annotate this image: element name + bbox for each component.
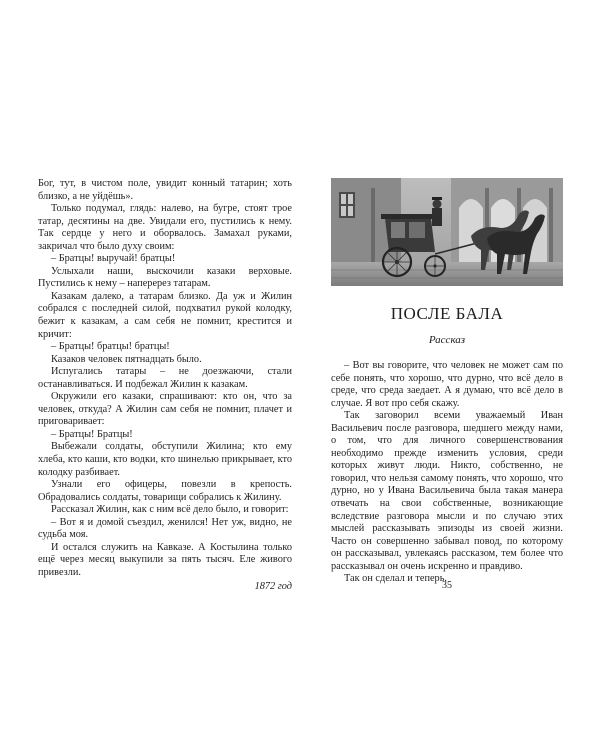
paragraph: Бог, тут, в чистом поле, увидит конный татарин; хоть близко, а не уйдёшь».: [38, 178, 292, 202]
paragraph: Казаков человек пятнадцать было.: [51, 353, 202, 365]
paragraph: Узнали его офицеры, повезли в крепость. Обрадовались солдаты, товарищи собрались к Жилину.: [38, 479, 292, 503]
paragraph: – Вот вы говорите, что человек не может сам по себе понять, что хорошо, что дурно, что всё дело в среде, что среда заедает. А я думаю, что всё дело в случае. Я вот про себя скажу.: [331, 360, 563, 409]
paragraph: – Братцы! братцы! братцы!: [51, 341, 170, 353]
paragraph: – Братцы! выручай! братцы!: [51, 253, 176, 265]
paragraph: Выбежали солдаты, обступили Жилина; кто ему хлеба, кто каши, кто водки, кто шинелью прикрывает, кто колодку разбивает.: [38, 441, 292, 478]
story-date: 1872 год: [254, 580, 292, 592]
paragraph: И остался служить на Кавказе. А Костылина только ещё через месяц выкупили за пять тысяч. Еле живого привезли.: [38, 541, 292, 578]
paragraph: Испугались татары – не доезжаючи, стали останавливаться. И подбежал Жилин к казакам.: [38, 366, 292, 390]
paragraph: Окружили его казаки, спрашивают: кто он, что за человек, откуда? А Жилин сам себя не помнит, плачет и приговаривает:: [38, 391, 292, 428]
story-text: [331, 360, 563, 586]
story-subtitle: Рассказ: [428, 334, 466, 346]
carriage-illustration: [331, 178, 563, 286]
paragraph: – Братцы! Братцы!: [51, 428, 133, 440]
right-page: [331, 178, 563, 586]
page-number: 35: [442, 580, 452, 591]
left-page: [38, 178, 292, 593]
paragraph: Только подумал, глядь: налево, на бугре, стоят трое татар, десятины на две. Увидали его, пустились к нему. Так сердце у него и оборвалось. Замахал руками, закричал что было духу своим:: [38, 203, 292, 252]
story-title: ПОСЛЕ БАЛА: [390, 304, 504, 323]
paragraph: Так заговорил всеми уважаемый Иван Васильевич после разговора, шедшего между нами, о том, что для личного совершенствования необходимо прежде изменить условия, среди которых живут люди. Никто, собственно, не говорил, что нельзя самому понять, что хорошо, что дурно, но у Ивана Васильевича была такая манера отвечать на свои собственные, возникающие вследствие разговора мысли и по случаю этих мыслей рассказывать эпизоды из своей жизни. Часто он совершенно забывал повод, по которому он рассказывал, увлекаясь рассказом, тем более что рассказывал он очень искренно и правдиво.: [331, 410, 563, 572]
paragraph: Казакам далеко, а татарам близко. Да уж и Жилин собрался с последней силой, подхватил рукой колодку, бежит к казакам, а сам себя не помнит, крестится и кричит:: [38, 290, 292, 340]
carriage-engraving-icon: [331, 178, 563, 286]
paragraph: Рассказал Жилин, как с ним всё дело было, и говорит:: [51, 504, 289, 516]
paragraph: Так он сделал и теперь.: [344, 573, 447, 585]
paragraph: Услыхали наши, выскочили казаки верховые. Пустились к нему – наперерез татарам.: [38, 265, 292, 290]
paragraph: – Вот я и домой съездил, женился! Нет уж, видно, не судьба моя.: [38, 516, 292, 541]
